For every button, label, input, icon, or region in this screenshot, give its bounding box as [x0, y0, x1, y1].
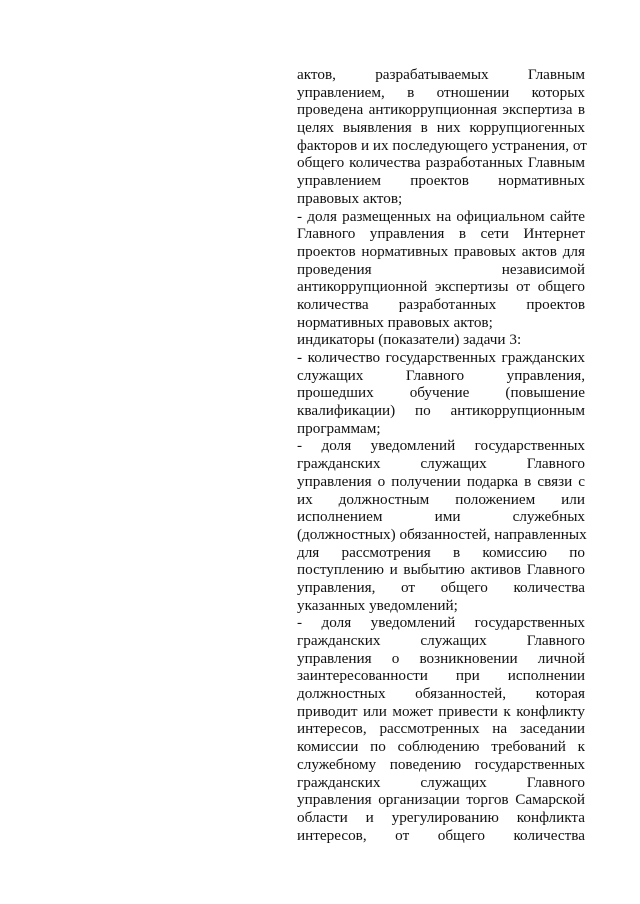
text-line: управления о получении подарка в связи с	[297, 472, 585, 490]
text-line: актов, разрабатываемых Главным	[297, 66, 585, 83]
text-line: нормативных правовых актов;	[297, 313, 493, 331]
text-line: служащих Главного управления,	[297, 366, 585, 384]
text-line: комиссии по соблюдению требований к	[297, 738, 585, 756]
text-line: должностных обязанностей, которая	[297, 685, 585, 703]
text-line: количества разработанных проектов	[297, 295, 585, 313]
text-line: общего количества разработанных Главным	[297, 154, 585, 172]
document-text-column	[297, 66, 585, 844]
text-line: (должностных) обязанностей, направленных	[297, 525, 587, 543]
text-line: проектов нормативных правовых актов для	[297, 242, 585, 260]
text-line: управления организации торгов Самарской	[297, 791, 585, 809]
text-line: для рассмотрения в комиссию по	[297, 543, 585, 561]
text-line: проведения независимой	[297, 260, 585, 278]
text-line: служебному поведению государственных	[297, 755, 585, 773]
text-line: - доля уведомлений государственных	[297, 437, 585, 455]
text-line: области и урегулированию конфликта	[297, 808, 585, 826]
text-line: управлением проектов нормативных	[297, 172, 585, 190]
text-line: факторов и их последующего устранения, от	[297, 136, 587, 154]
text-line: заинтересованности при исполнении	[297, 667, 585, 685]
text-line: - доля размещенных на официальном сайте	[297, 207, 585, 225]
text-line: интересов, от общего количества	[297, 826, 585, 844]
text-line: программам;	[297, 419, 381, 437]
text-line: индикаторы (показатели) задачи 3:	[297, 331, 522, 349]
text-line: исполнением ими служебных	[297, 508, 585, 526]
text-line: целях выявления в них коррупциогенных	[297, 119, 585, 137]
text-line: управлением, в отношении которых	[297, 83, 585, 101]
text-line: - количество государственных гражданских	[297, 349, 585, 366]
text-line: гражданских служащих Главного	[297, 455, 585, 473]
text-line: их должностным положением или	[297, 490, 585, 508]
text-line: указанных уведомлений;	[297, 596, 458, 614]
text-line: гражданских служащих Главного	[297, 632, 585, 649]
text-line: проведена антикоррупционная экспертиза в	[297, 101, 585, 119]
text-line: правовых актов;	[297, 189, 403, 207]
text-line: гражданских служащих Главного	[297, 773, 585, 791]
text-line: антикоррупционной экспертизы от общего	[297, 278, 585, 296]
text-line: интересов, рассмотренных на заседании	[297, 720, 585, 738]
text-line: приводит или может привести к конфликту	[297, 702, 585, 720]
text-line: поступлению и выбытию активов Главного	[297, 561, 585, 579]
text-line: управления, от общего количества	[297, 578, 585, 596]
text-line: Главного управления в сети Интернет	[297, 225, 585, 243]
text-line: прошедших обучение (повышение	[297, 384, 585, 402]
text-line: управления о возникновении личной	[297, 649, 585, 667]
text-line: - доля уведомлений государственных	[297, 614, 585, 632]
text-line: квалификации) по антикоррупционным	[297, 402, 585, 420]
